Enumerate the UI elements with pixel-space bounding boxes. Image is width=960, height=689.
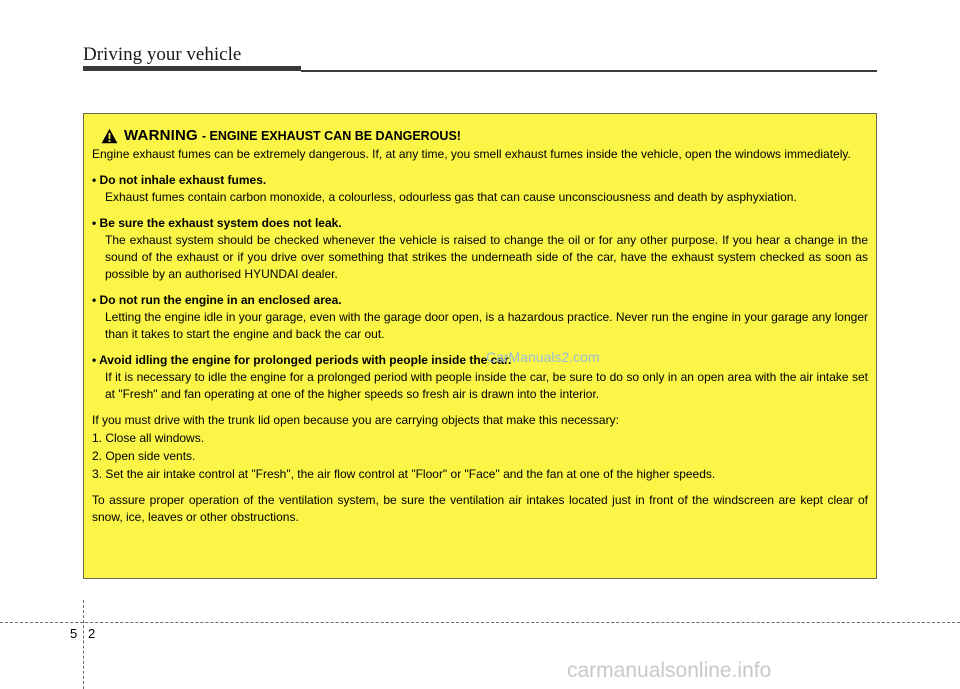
footer-divider — [83, 600, 84, 689]
bullet-title-inhale: • Do not inhale exhaust fumes. — [92, 173, 267, 187]
warning-word: WARNING — [124, 127, 198, 144]
step-item: 1. Close all windows. — [92, 431, 205, 445]
warning-subtitle: - ENGINE EXHAUST CAN BE DANGEROUS! — [201, 128, 461, 143]
page-header-title: Driving your vehicle — [83, 44, 242, 65]
step-item: 2. Open side vents. — [92, 449, 196, 463]
closing-paragraph: To assure proper operation of the ventilation system, be sure the ventilation air intakes located just in front of the windscreen are kept clear of snow, ice, leaves or other obstructions. — [92, 493, 868, 524]
warning-intro: Engine exhaust fumes can be extremely dangerous. If, at any time, you smell exhaust fumes inside the vehicle, open the windows immediately. — [92, 147, 851, 161]
trunk-intro: If you must drive with the trunk lid open because you are carrying objects that make this necessary: — [92, 413, 619, 427]
bullet-body-enclosed: Letting the engine idle in your garage, even with the garage door open, is a hazardous practice. Never run the engine in your garage any longer than it takes to start the engine and back the car out. — [105, 310, 868, 341]
bullet-body-idling: If it is necessary to idle the engine for a prolonged period with people inside the car, be sure to do so only in an open area with the air intake set at "Fresh" and fan operating at one of the higher speeds so fresh air is drawn into the interior. — [105, 370, 868, 401]
bullet-body-inhale: Exhaust fumes contain carbon monoxide, a colourless, odourless gas that can cause unconsciousness and death by asphyxiation. — [105, 190, 797, 204]
warning-box — [83, 113, 877, 579]
header-rule-thick — [83, 66, 301, 71]
bullet-title-idling: • Avoid idling the engine for prolonged periods with people inside the car. — [92, 353, 512, 367]
header-rule-thin — [301, 70, 877, 72]
footer-rule — [0, 622, 960, 623]
page-number: 2 — [88, 626, 96, 641]
footer-site-watermark: carmanualsonline.info — [567, 659, 772, 682]
watermark-text: CarManuals2.com — [486, 349, 600, 365]
bullet-body-leak: The exhaust system should be checked whenever the vehicle is raised to change the oil or for any other purpose. If you hear a change in the sound of the exhaust or if you drive over something that strikes the underneath side of the car, have the exhaust system checked as soon as possible by an authorised HYUNDAI dealer. — [105, 233, 868, 281]
warning-heading — [92, 126, 868, 145]
step-item: 3. Set the air intake control at "Fresh", the air flow control at "Floor" or "Face" and the fan at one of the higher speeds. — [92, 467, 716, 481]
warning-triangle-icon — [101, 128, 118, 144]
chapter-number: 5 — [70, 626, 78, 641]
bullet-title-leak: • Be sure the exhaust system does not leak. — [92, 216, 342, 230]
bullet-title-enclosed: • Do not run the engine in an enclosed area. — [92, 293, 342, 307]
